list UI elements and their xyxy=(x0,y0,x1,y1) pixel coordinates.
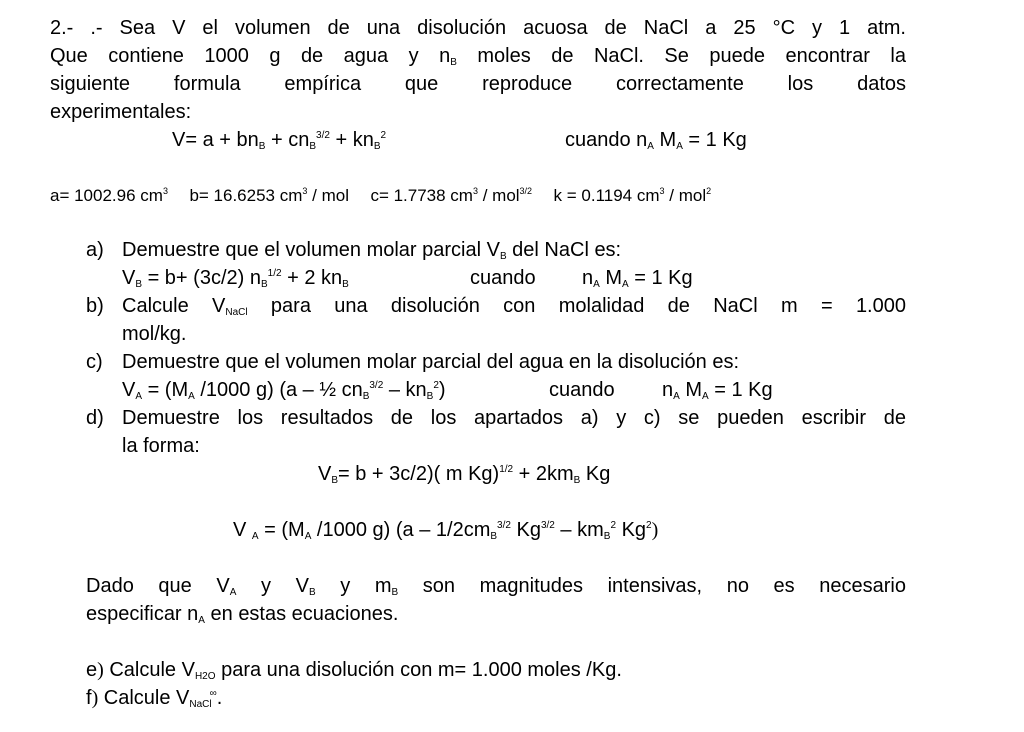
item-b-line-2: mol/kg. xyxy=(122,323,187,345)
item-c-equation xyxy=(122,376,446,404)
subscript: B xyxy=(499,251,507,262)
item-text: Calcule xyxy=(122,295,189,317)
item-a-text xyxy=(122,236,621,264)
item-text: . xyxy=(216,687,223,709)
intro-text: experimentales: xyxy=(50,101,192,123)
item-d-line-1 xyxy=(122,404,906,432)
unit: / mol xyxy=(477,186,520,205)
superscript: 3 xyxy=(659,186,665,196)
item-e xyxy=(86,656,622,684)
item-text: del NaCl es: xyxy=(506,239,622,261)
intro-text: siguiente formula empírica que reproduce correctamente los datos xyxy=(50,73,906,95)
subscript: A xyxy=(647,141,654,152)
item-d-equation-a xyxy=(233,516,658,544)
intro-text: 2.- .- Sea V el volumen de una disolución acuosa de NaCl a 25 °C y 1 atm. xyxy=(50,17,906,39)
item-text: Demuestre que el volumen molar parcial V xyxy=(122,239,500,261)
item-text: Calcule V xyxy=(98,687,190,709)
eq-part: = 1 Kg xyxy=(628,267,693,289)
superscript: 3/2 xyxy=(519,186,533,196)
superscript: 1/2 xyxy=(499,464,514,475)
eq-part: n xyxy=(662,379,674,401)
subscript: A xyxy=(135,391,143,402)
item-d-line-2: la forma: xyxy=(122,435,200,457)
constant-k: k = 0.1194 cm xyxy=(553,186,660,205)
superscript: 3/2 xyxy=(497,520,511,531)
constant-a: a= 1002.96 cm xyxy=(50,186,163,205)
superscript: 3 xyxy=(472,186,478,196)
subscript: A xyxy=(622,279,629,290)
eq-part: = 1 Kg xyxy=(682,129,747,151)
subscript: A xyxy=(188,391,195,402)
item-a-condition xyxy=(582,264,693,292)
subscript: B xyxy=(603,531,611,542)
subscript: A xyxy=(229,587,237,598)
subscript: B xyxy=(362,391,370,402)
subscript: B xyxy=(331,475,339,486)
subscript: B xyxy=(573,475,581,486)
subscript: B xyxy=(450,57,457,68)
intro-line-3 xyxy=(50,70,906,98)
intro-line-1 xyxy=(50,14,906,42)
note-text: y m xyxy=(315,575,392,597)
subscript: A xyxy=(251,531,259,542)
subscript: B xyxy=(391,587,399,598)
item-e-paren: ) xyxy=(97,659,104,681)
subscript: A xyxy=(702,391,709,402)
subscript: B xyxy=(135,279,143,290)
item-c-condition xyxy=(662,376,773,404)
note-line-2 xyxy=(86,600,398,628)
superscript: 3 xyxy=(302,186,308,196)
superscript: 2 xyxy=(433,380,439,391)
note-text: especificar n xyxy=(86,603,199,625)
item-f-label: f xyxy=(86,687,92,709)
eq-part: Kg xyxy=(616,519,647,541)
item-b-line-1 xyxy=(122,292,906,320)
empirical-equation xyxy=(172,126,386,154)
unit: / mol xyxy=(307,186,349,205)
subscript: NaCl xyxy=(225,307,248,318)
subscript: B xyxy=(373,141,381,152)
item-a-cond-word: cuando xyxy=(470,267,536,289)
subscript: B xyxy=(308,587,316,598)
eq-part: – km xyxy=(554,519,604,541)
intro-line-2 xyxy=(50,42,906,70)
item-e-label: e xyxy=(86,659,98,681)
item-text: para una disolución con molalidad de NaCl m = 1.000 xyxy=(270,295,906,317)
note-text: Dado que V xyxy=(86,575,230,597)
subscript: A xyxy=(593,279,600,290)
eq-part: ) xyxy=(651,519,659,541)
unit: / mol xyxy=(664,186,707,205)
eq-part: + 2km xyxy=(513,463,574,485)
subscript: B xyxy=(309,141,317,152)
subscript: B xyxy=(342,279,349,290)
item-c-cond-word: cuando xyxy=(549,379,615,401)
eq-part: ) xyxy=(438,379,446,401)
item-d-equation-b xyxy=(318,460,610,488)
item-b-label: b) xyxy=(86,295,104,317)
subscript: A xyxy=(198,615,205,626)
note-line-1 xyxy=(86,572,906,600)
eq-part: = b+ (3c/2) n xyxy=(142,267,261,289)
note-text: en estas ecuaciones. xyxy=(204,603,399,625)
item-d-label: d) xyxy=(86,407,104,429)
item-text: Demuestre los resultados de los apartados a) y c) se pueden escribir de xyxy=(122,407,906,429)
superscript: 2 xyxy=(380,130,387,141)
eq-part: V= a + bn xyxy=(172,129,259,151)
superscript: 3/2 xyxy=(369,380,384,391)
eq-part: n xyxy=(582,267,594,289)
eq-part: /1000 g) (a – 1/2cm xyxy=(311,519,491,541)
note-text: son magnitudes intensivas, no es necesario xyxy=(398,575,907,597)
subscript: A xyxy=(304,531,312,542)
superscript: 1/2 xyxy=(267,268,282,279)
item-f-paren: ) xyxy=(91,687,99,709)
subscript: A xyxy=(673,391,680,402)
subscript: H2O xyxy=(194,671,216,682)
superscript: 3 xyxy=(162,186,168,196)
eq-part: M xyxy=(653,129,677,151)
item-text: Calcule V xyxy=(103,659,195,681)
superscript: 3/2 xyxy=(316,130,330,141)
eq-part: Kg xyxy=(510,519,541,541)
eq-part: V xyxy=(212,295,226,317)
eq-part: cuando n xyxy=(565,129,648,151)
eq-part: M xyxy=(679,379,703,401)
eq-part: V xyxy=(122,379,136,401)
constant-b: b= 16.6253 cm xyxy=(189,186,303,205)
intro-line-4 xyxy=(50,98,191,126)
eq-part: V xyxy=(233,519,252,541)
superscript: 2 xyxy=(646,520,652,531)
superscript: ∞ xyxy=(209,688,217,699)
subscript: B xyxy=(490,531,498,542)
superscript: 2 xyxy=(706,186,712,196)
eq-part: = b + 3c/2)( m Kg) xyxy=(338,463,500,485)
subscript: A xyxy=(676,141,683,152)
constant-c: c= 1.7738 cm xyxy=(370,186,473,205)
eq-part: = (M xyxy=(258,519,305,541)
item-f xyxy=(86,684,222,712)
item-c-label: c) xyxy=(86,351,103,373)
eq-part: = (M xyxy=(142,379,189,401)
empirical-condition xyxy=(565,126,747,154)
subscript: B xyxy=(260,279,268,290)
item-c-text: Demuestre que el volumen molar parcial del agua en la disolución es: xyxy=(122,351,740,373)
eq-part: = 1 Kg xyxy=(708,379,773,401)
item-a-equation xyxy=(122,264,349,292)
eq-part: – kn xyxy=(383,379,427,401)
eq-part: Kg xyxy=(580,463,611,485)
subscript: B xyxy=(426,391,434,402)
eq-part: /1000 g) (a – ½ cn xyxy=(194,379,363,401)
item-text: para una disolución con m= 1.000 moles /Kg. xyxy=(215,659,622,681)
eq-part: V xyxy=(318,463,332,485)
eq-part: + 2 kn xyxy=(281,267,343,289)
constants-line xyxy=(50,182,711,210)
eq-part: + kn xyxy=(329,129,374,151)
eq-part: + cn xyxy=(265,129,310,151)
intro-text: Que contiene 1000 g de agua y n xyxy=(50,45,451,67)
superscript: 2 xyxy=(610,520,617,531)
subscript: B xyxy=(258,141,266,152)
subscript: NaCl xyxy=(189,699,212,710)
superscript: 3/2 xyxy=(540,520,555,531)
eq-part: M xyxy=(599,267,623,289)
item-a-label: a) xyxy=(86,239,104,261)
intro-text: moles de NaCl. Se puede encontrar la xyxy=(477,45,906,67)
note-text: y V xyxy=(236,575,309,597)
eq-part: V xyxy=(122,267,136,289)
